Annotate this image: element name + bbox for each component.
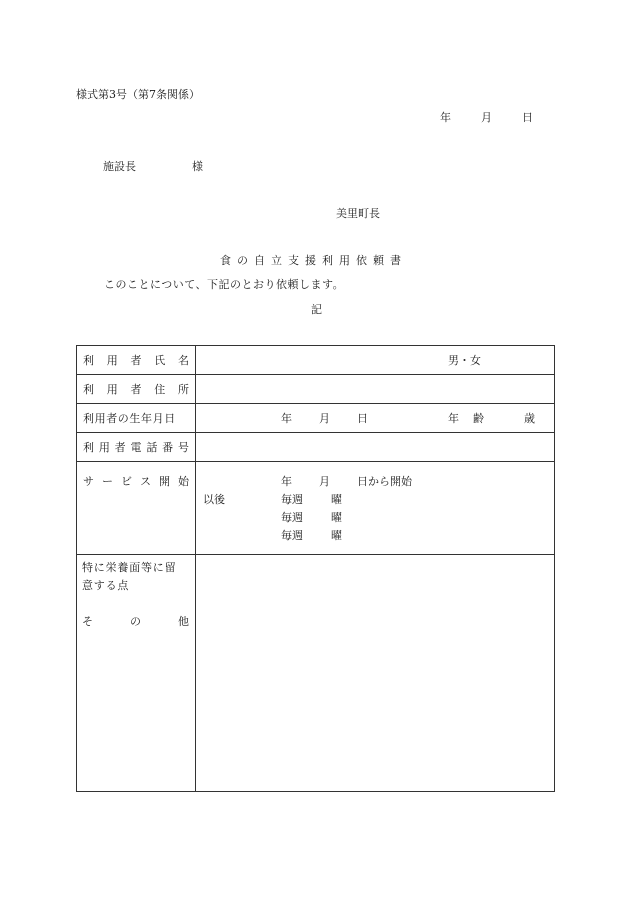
label-cell	[77, 462, 196, 555]
date-line	[440, 112, 533, 123]
label-cell	[77, 555, 196, 792]
label-char: 住	[154, 383, 166, 396]
label-char: 者	[114, 441, 126, 454]
label-char: 名	[178, 354, 189, 367]
label-char: 者	[130, 383, 142, 396]
label-char: 用	[98, 441, 110, 454]
ki-heading: 記	[311, 303, 322, 316]
start-day: 日から開始	[357, 475, 412, 488]
label-char: 話	[146, 441, 158, 454]
birthdate-label: 利用者の生年月日	[83, 412, 176, 425]
label-char: 用	[106, 354, 118, 367]
label-char: サ	[83, 475, 94, 488]
user-name-label	[83, 355, 189, 366]
user-address-cell	[196, 375, 555, 404]
weekly-day-2: 曜	[331, 511, 342, 524]
label-char: 始	[178, 475, 189, 488]
table-row	[77, 462, 555, 555]
notes-cell	[196, 555, 555, 792]
table-row	[77, 433, 555, 462]
label-cell	[77, 346, 196, 375]
label-char: 号	[177, 441, 189, 454]
form-number: 様式第3号（第7条関係）	[76, 88, 200, 101]
label-char: 用	[106, 383, 118, 396]
notes-label-line2: 意する点	[82, 579, 130, 592]
label-char: 開	[159, 475, 170, 488]
notes-label-line1: 特に栄養面等に留	[82, 561, 177, 574]
date-month: 月	[481, 111, 492, 124]
addressee-honorific: 様	[192, 160, 203, 173]
label-char: 番	[162, 441, 174, 454]
user-name-cell	[196, 346, 555, 375]
label-char: 氏	[154, 354, 166, 367]
addressee-title: 施設長	[103, 160, 136, 173]
other-label	[82, 616, 189, 627]
weekly-every-1: 毎週	[281, 493, 303, 506]
table-row	[77, 375, 555, 404]
user-address-label	[83, 384, 189, 395]
weekly-day-1: 曜	[331, 493, 342, 506]
table-row	[77, 555, 555, 792]
label-cell	[77, 404, 196, 433]
document-title: 食の自立支援利用依頼書	[220, 254, 407, 267]
label-char: ビ	[121, 475, 132, 488]
birth-year: 年	[281, 412, 292, 425]
label-char: 所	[178, 383, 189, 396]
label-cell	[77, 433, 196, 462]
other-char-1: そ	[82, 615, 93, 628]
label-char: ス	[140, 475, 151, 488]
label-cell	[77, 375, 196, 404]
issuer: 美里町長	[336, 207, 380, 220]
request-form-table	[76, 345, 555, 792]
other-char-3: 他	[178, 615, 189, 628]
label-char: 利	[83, 383, 94, 396]
weekly-every-3: 毎週	[281, 529, 303, 542]
start-month: 月	[319, 475, 330, 488]
addressee	[103, 161, 203, 172]
weekly-every-2: 毎週	[281, 511, 303, 524]
service-start-cell	[196, 462, 555, 555]
age-unit: 歳	[524, 412, 535, 425]
start-year: 年	[281, 475, 292, 488]
birth-month: 月	[319, 412, 330, 425]
after-label: 以後	[203, 493, 225, 506]
label-char: 電	[130, 441, 142, 454]
age-label: 年齢	[448, 412, 498, 425]
label-char: 者	[130, 354, 142, 367]
label-char: ー	[102, 475, 113, 488]
date-year: 年	[440, 111, 451, 124]
service-start-label	[83, 476, 189, 487]
intro-text: このことについて、下記のとおり依頼します。	[104, 278, 345, 291]
table-row	[77, 346, 555, 375]
gender-options: 男・女	[448, 354, 481, 367]
phone-cell	[196, 433, 555, 462]
other-char-2: の	[130, 615, 141, 628]
table-row	[77, 404, 555, 433]
label-char: 利	[83, 354, 94, 367]
phone-label	[83, 442, 189, 453]
weekly-day-3: 曜	[331, 529, 342, 542]
date-day: 日	[522, 111, 533, 124]
birth-day: 日	[357, 412, 368, 425]
birthdate-cell	[196, 404, 555, 433]
label-char: 利	[83, 441, 94, 454]
